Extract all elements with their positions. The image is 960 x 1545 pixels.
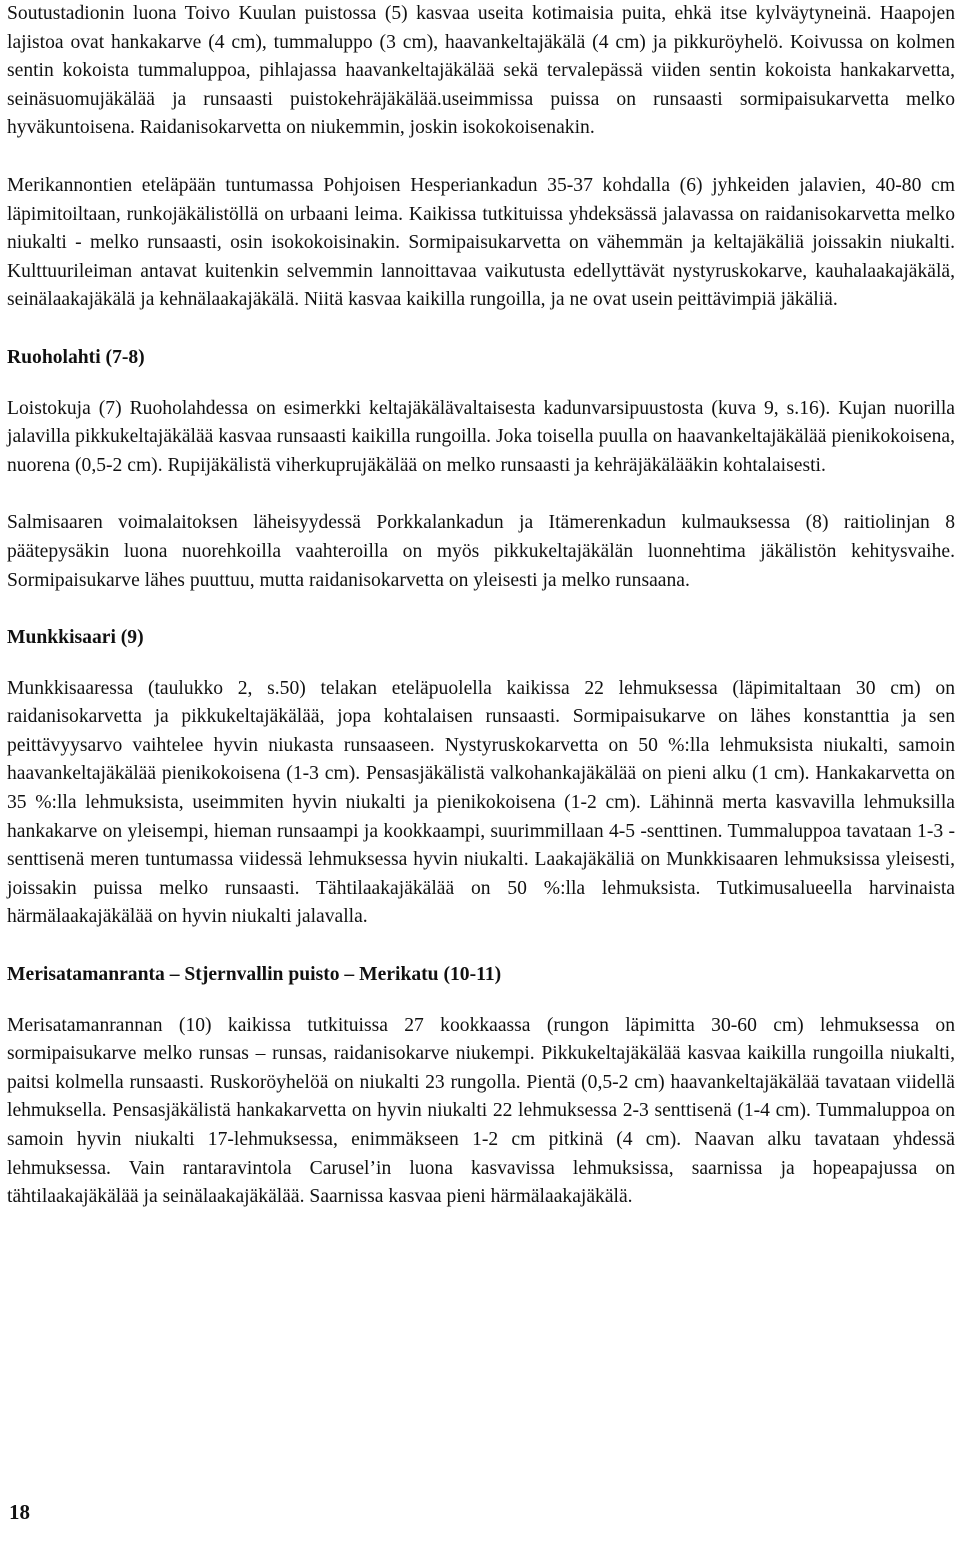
section-heading-munkkisaari: Munkkisaari (9) bbox=[7, 627, 144, 649]
paragraph-loistokuja: Loistokuja (7) Ruoholahdessa on esimerkki keltajäkälävaltaisesta kadunvarsipuustosta (kuva 9, s.16). Kujan nuorilla jalavilla pikkukeltajäkälää kasvaa runsaasti kaikilla rungoilla. Joka toisella puulla on haavankeltajäkälää pienikokoisena, nuorena (0,5-2 cm). Rupijäkälistä viherkuprujäkälää on melko runsaasti ja kehräjäkälääkin kohtalaisesti. bbox=[7, 397, 955, 476]
spacer bbox=[7, 480, 955, 509]
spacer bbox=[7, 932, 955, 961]
paragraph-munkkisaari: Munkkisaaressa (taulukko 2, s.50) telakan eteläpuolella kaikissa 22 lehmuksessa (läpimitaltaan 30 cm) on raidanisokarvetta ja pikkukeltajäkälää, jopa kohtalaisen runsaasti. Sormipaisukarve on lähes konstanttia ja sen peittävyysarvo vaihtelee hyvin niukasta runsaaseen. Nystyruskokarvetta on 50 %:lla lehmuksista niukalti, samoin haavankeltajäkälää pienikokoisena (1-3 cm). Pensasjäkälistä valkohankajäkälää on pieni alku (1 cm). Hankakarvetta on 35 %:lla lehmuksista, useimmiten hyvin niukalti ja pienikokoisena (1-2 cm). Lähinnä merta kasvavilla lehmuksilla hankakarve on yleisempi, hieman runsaampi ja kookkaampi, suurimmillaan 4-5 -senttinen. Tummaluppoa tavataan 1-3 -senttisenä meren tuntumassa viidessä lehmuksessa hyvin niukalti. Laakajäkäliä on Munkkisaaren lehmuksissa yleisesti, joissakin puissa melko runsaasti. Tähtilaakajäkälää on 50 %:lla lehmuksista. Tutkimusalueella harvinaista härmälaakajäkälää on hyvin niukalti jalavalla. bbox=[7, 677, 955, 928]
spacer bbox=[7, 990, 955, 1012]
document-page bbox=[7, 0, 955, 1212]
spacer bbox=[7, 595, 955, 624]
spacer bbox=[7, 143, 955, 172]
spacer bbox=[7, 315, 955, 344]
paragraph-merikannontie: Merikannontien eteläpään tuntumassa Pohjoisen Hesperiankadun 35-37 kohdalla (6) jyhkeiden jalavien, 40-80 cm läpimitoiltaan, runkojäkälistöllä on urbaani leima. Kaikissa tutkituissa yhdeksässä jalavassa on raidanisokarvetta melko niukalti - melko runsaasti, osin isokokoisinakin. Sormipaisukarvetta on vähemmän ja keltajäkäliä joissakin niukalti. Kulttuurileiman antavat kuitenkin selvemmin lannoittavaa vaikutusta edellyttävät nystyruskokarve, kauhalaakajäkälä, seinälaakajäkälä ja kehnälaakajäkälä. Niitä kasvaa kaikilla rungoilla, ja ne ovat usein peittävimpiä jäkäliä. bbox=[7, 174, 955, 311]
paragraph-salmisaari: Salmisaaren voimalaitoksen läheisyydessä Porkkalankadun ja Itämerenkadun kulmauksessa (8) raitiolinjan 8 päätepysäkin luona nuorehkoilla vaahteroilla on myös pikkukeltajäkälän luonnehtima jäkälistön kehitysvaihe. Sormipaisukarve lähes puuttuu, mutta raidanisokarvetta on yleisesti ja melko runsaana. bbox=[7, 512, 955, 591]
spacer bbox=[7, 653, 955, 675]
page-number: 18 bbox=[9, 1500, 30, 1524]
paragraph-merisatamanranta: Merisatamanrannan (10) kaikissa tutkituissa 27 kookkaassa (rungon läpimitta 30-60 cm) lehmuksessa on sormipaisukarve melko runsas – runsas, raidanisokarve niukempi. Pikkukeltajäkälää kasvaa kaikilla rungoilla niukalti, paitsi kolmella runsaasti. Ruskoröyhelöä on niukalti 23 rungolla. Pientä (0,5-2 cm) haavankeltajäkälää tavataan viidellä lehmuksella. Pensasjäkälistä hankakarvetta on hyvin niukalti 22 lehmuksessa 2-3 senttisenä (1-4 cm). Tummaluppoa on samoin hyvin niukalti 17-lehmuksessa, enimmäkseen 1-2 cm pitkinä (4 cm). Naavan alku tavataan yhdessä lehmuksessa. Vain rantaravintola Carusel’in luona kasvavissa lehmuksissa, saarnissa ja hopeapajussa on tähtilaakajäkälää ja seinälaakajäkälää. Saarnissa kasvaa pieni härmälaakajäkälä. bbox=[7, 1014, 955, 1208]
spacer bbox=[7, 373, 955, 395]
section-heading-merisatamanranta: Merisatamanranta – Stjernvallin puisto – Merikatu (10-11) bbox=[7, 964, 502, 986]
section-heading-ruoholahti: Ruoholahti (7-8) bbox=[7, 346, 145, 368]
paragraph-toivo-kuulan-puisto: Soutustadionin luona Toivo Kuulan puistossa (5) kasvaa useita kotimaisia puita, ehkä itse kylväytyneinä. Haapojen lajistoa ovat hankakarve (4 cm), tummaluppo (3 cm), haavankeltajäkälä (4 cm) ja pikkuröyhelö. Koivussa on kolmen sentin kokoista tummaluppoa, pihlajassa haavankeltajäkälää sekä tervalepässä viiden sentin kokoista hankakarvetta, seinäsuomujäkälää ja runsaasti puistokehräjäkälää.useimmissa puissa on runsaasti sormipaisukarvetta melko hyväkuntoisena. Raidanisokarvetta on niukemmin, joskin isokokoisenakin. bbox=[7, 3, 955, 139]
